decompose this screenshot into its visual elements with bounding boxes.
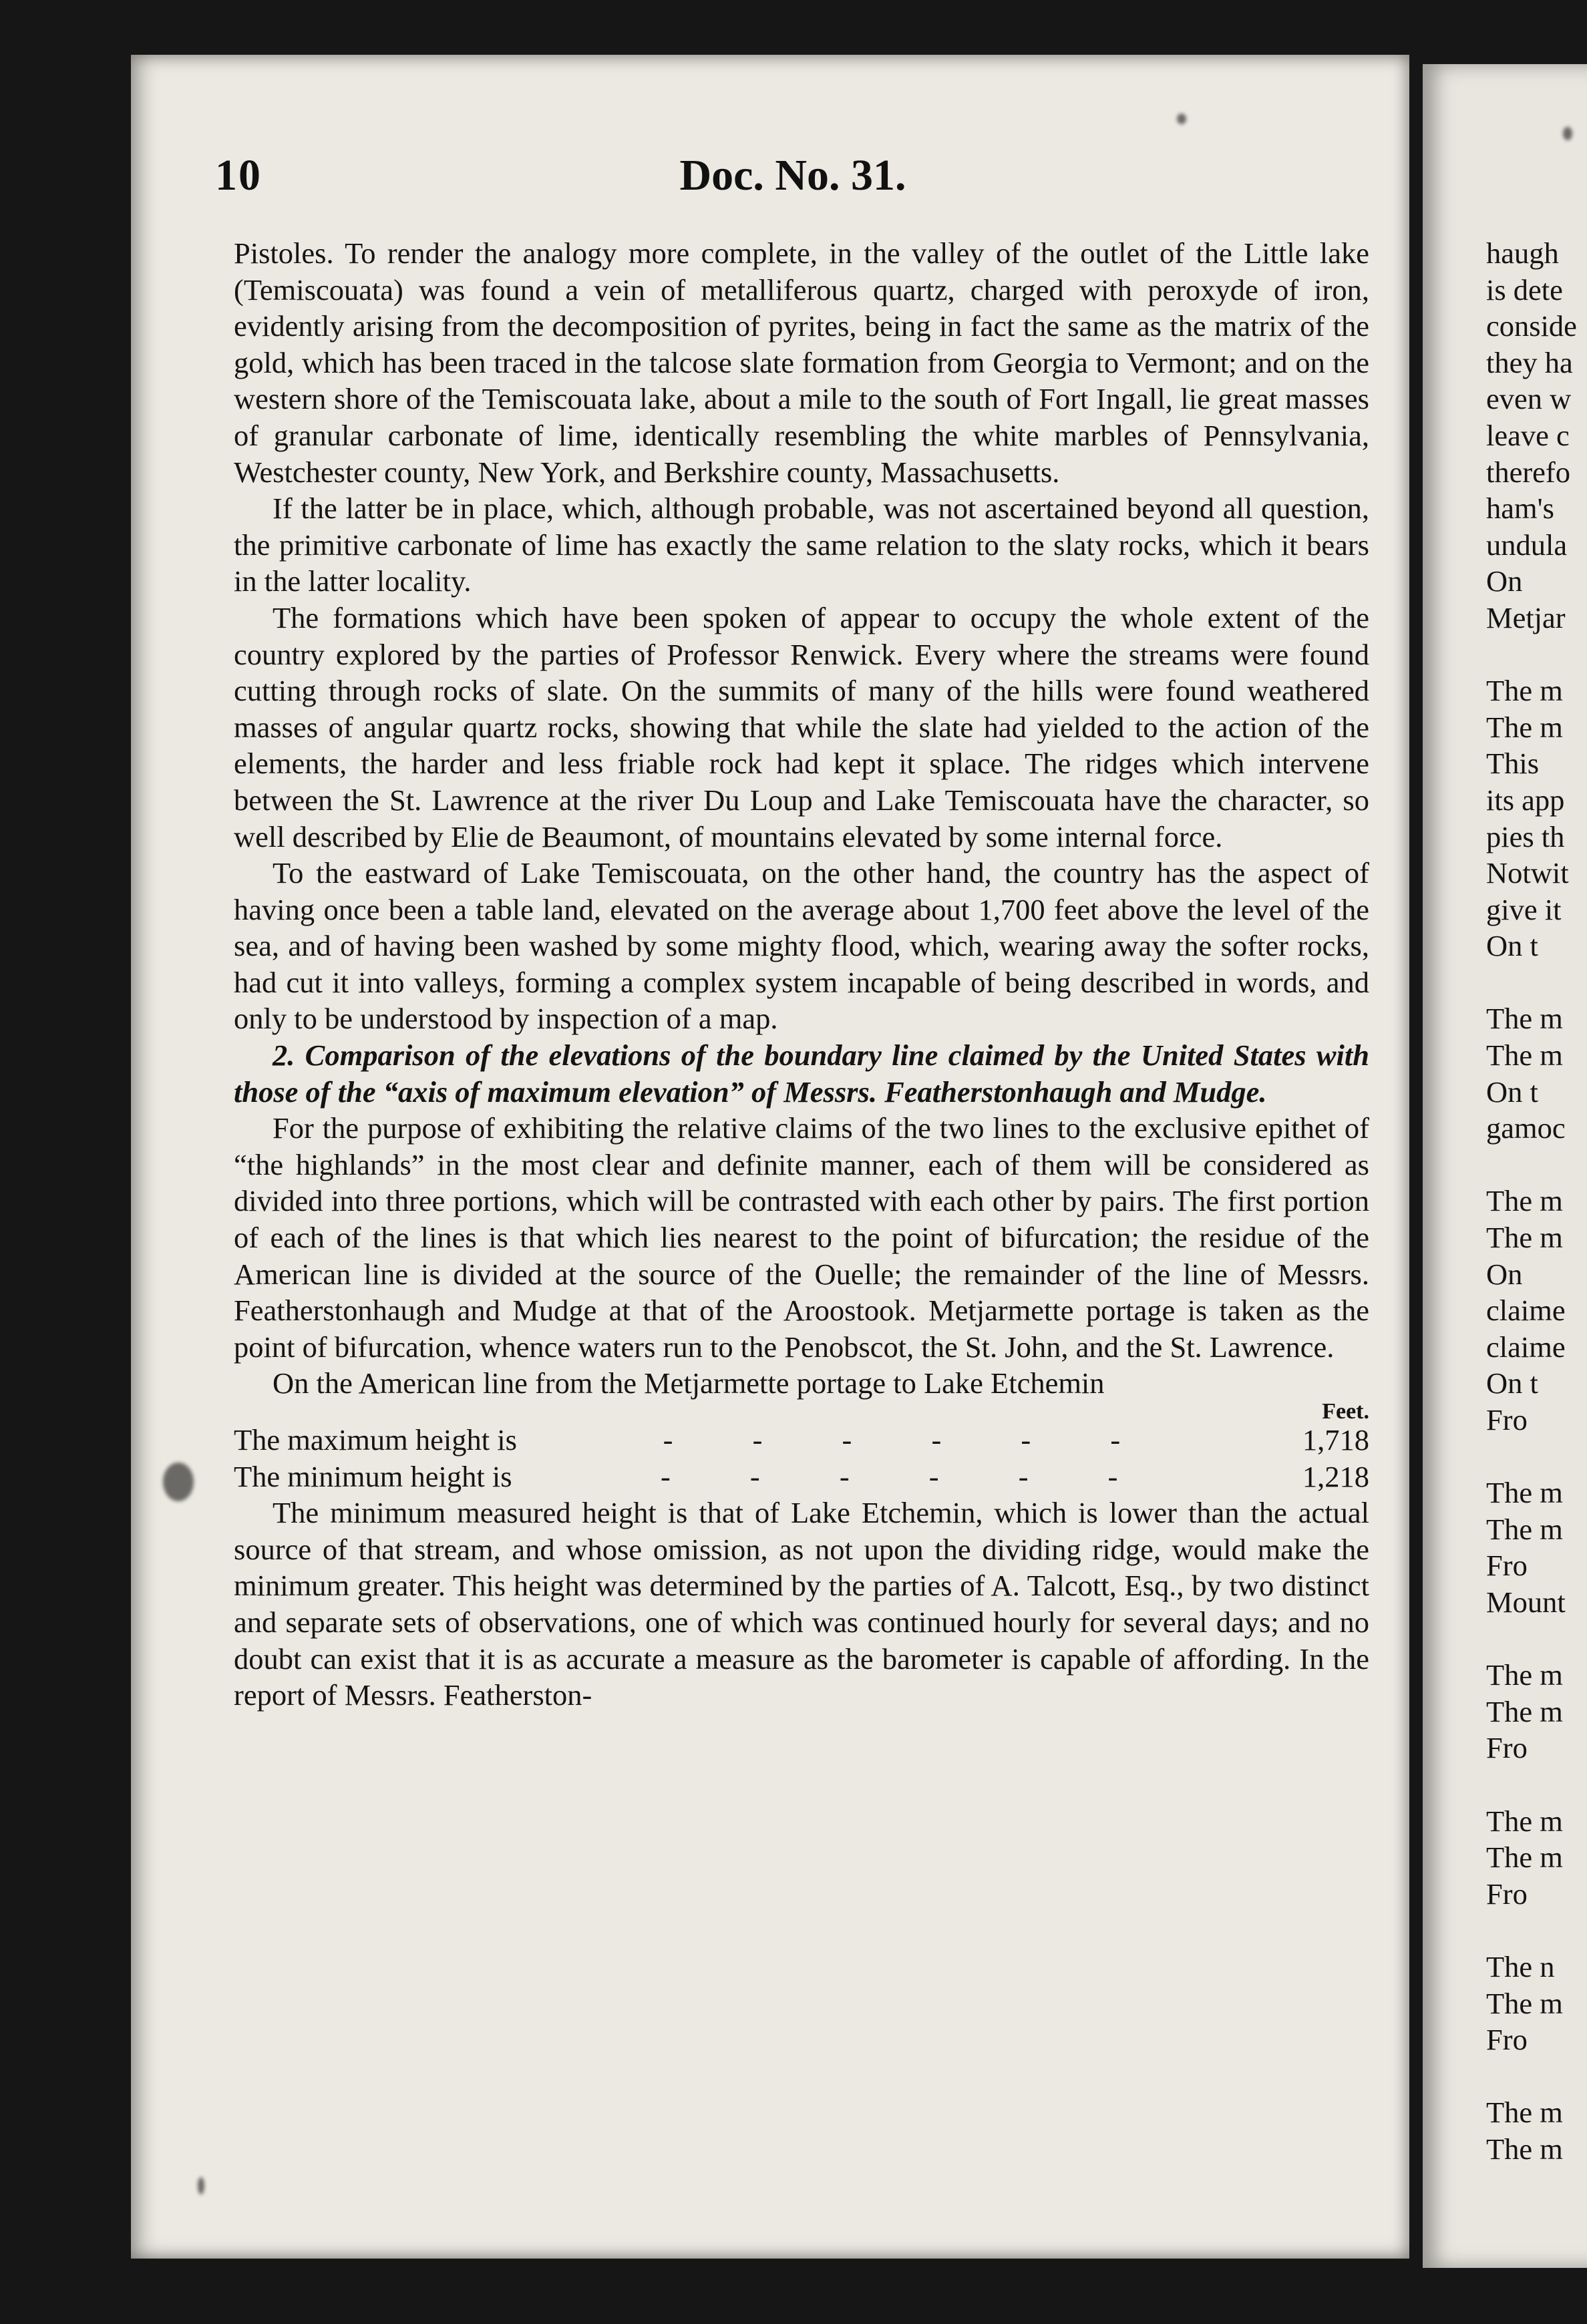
paragraph: The minimum measured height is that of Lake Etchemin, which is lower than the actual source of that stream, and whose omission, as not upon the dividing ridge, would make the minimum greater. This height was determined by the parties of A. Talcott, Esq., by two distinct and separate sets of observations, one of which was continued hourly for several days; and no doubt can exist that it is as accurate a measure as the barometer is capable of affording. In the report of Messrs. Featherston- xyxy=(234,1496,1369,1712)
measurement-value: 1,218 xyxy=(1302,1459,1369,1493)
facing-page-line: its app xyxy=(1486,783,1565,817)
facing-page-line: therefo xyxy=(1486,455,1571,489)
facing-page-line: ham's xyxy=(1486,492,1554,526)
facing-page-line: Fro xyxy=(1486,1403,1528,1436)
facing-page-line: The m xyxy=(1486,1184,1563,1218)
facing-page-line: leave c xyxy=(1486,418,1570,452)
facing-page-line: claime xyxy=(1486,1294,1566,1328)
facing-page-line: This xyxy=(1486,747,1540,781)
facing-page-line: undula xyxy=(1486,528,1568,562)
facing-page-line: Metjar xyxy=(1486,600,1566,634)
facing-page-text xyxy=(1486,235,1587,2167)
ink-speck xyxy=(1563,127,1572,140)
ink-smudge xyxy=(163,1463,194,1501)
facing-page-line: The m xyxy=(1486,1841,1563,1875)
facing-page-line: gamoc xyxy=(1486,1111,1566,1145)
paragraph: The formations which have been spoken of appear to occupy the whole extent of the country explored by the parties of Professor Renwick. Every where the streams were found cutting through rocks of slate. On the summits of many of the hills were found weathered masses of angular quartz rocks, showing that while the slate had yielded to the action of the elements, the harder and less friable rock had kept it splace. The ridges which intervene between the St. Lawrence at the river Du Loup and Lake Temiscouata have the character, so well described by Elie de Beaumont, of mountains elevated by some internal force. xyxy=(234,600,1369,853)
facing-page-line xyxy=(1486,2058,1587,2095)
facing-page-line: pies th xyxy=(1486,819,1565,853)
facing-page-line: claime xyxy=(1486,1330,1566,1364)
running-header xyxy=(215,150,1371,204)
facing-page-line: On xyxy=(1486,1257,1523,1291)
facing-page-line: The m xyxy=(1486,1512,1563,1546)
facing-page-line: even w xyxy=(1486,382,1572,416)
facing-page-line: Fro xyxy=(1486,2023,1528,2057)
facing-page-line: Fro xyxy=(1486,1731,1528,1765)
paragraph: Pistoles. To render the analogy more complete, in the valley of the outlet of the Little lake (Temiscouata) was found a vein of metalliferous quartz, charged with peroxyde of iron, evidently arising from the decomposition of pyrites, being in fact the same as the matrix of the gold, which has been traced in the talcose slate formation from Georgia to Vermont; and on the western shore of the Temiscouata lake, about a mile to the south of Fort Ingall, lie great masses of granular carbonate of lime, identically resembling the white marbles of Pennsylvania, Westchester county, New York, and Berkshire county, Massachusetts. xyxy=(234,236,1369,489)
facing-page-line: The n xyxy=(1486,1949,1555,1983)
facing-page-line: The m xyxy=(1486,1038,1563,1073)
measurement-row xyxy=(234,1422,1369,1459)
dot-leader: - - - - - - xyxy=(660,1459,1154,1493)
facing-page-line: The m xyxy=(1486,1986,1563,2020)
facing-page-line: Fro xyxy=(1486,1877,1528,1911)
facing-page-line: The m xyxy=(1486,674,1563,708)
measurement-label: The minimum height is xyxy=(234,1459,512,1493)
facing-page-line xyxy=(1486,1766,1587,1803)
facing-page-line: The m xyxy=(1486,1476,1563,1510)
facing-page-line xyxy=(1486,964,1587,1001)
facing-page-line: Fro xyxy=(1486,1549,1528,1583)
ink-speck xyxy=(198,2177,204,2194)
paragraph: For the purpose of exhibiting the relative claims of the two lines to the exclusive epithet of “the highlands” in the most clear and definite manner, each of them will be considered as divided into three portions, which will be contrasted with each other by pairs. The first portion of each of the lines is that which lies nearest to the point of bifurcation; the residue of the American line is divided at the source of the Ouelle; the remainder of the line of Messrs. Featherstonhaugh and Mudge at that of the Aroostook. Metjarmette portage is taken as the point of bifurcation, whence waters run to the Penobscot, the St. John, and the St. Lawrence. xyxy=(234,1111,1369,1364)
facing-page-line: Notwit xyxy=(1486,856,1569,890)
section-heading: 2. Comparison of the elevations of the boundary line claimed by the United States with those of the “axis of maximum elevation” of Messrs. Featherstonhaugh and Mudge. xyxy=(234,1038,1369,1109)
facing-page-line: haugh xyxy=(1486,236,1559,270)
facing-page-line: Mount xyxy=(1486,1585,1566,1619)
facing-page-line: On t xyxy=(1486,929,1538,963)
facing-page-line: On xyxy=(1486,564,1523,598)
facing-page-line: The m xyxy=(1486,1002,1563,1036)
main-text-column xyxy=(234,235,1369,1714)
facing-page-line: give it xyxy=(1486,892,1562,926)
facing-page-line xyxy=(1486,1912,1587,1949)
facing-page-line xyxy=(1486,636,1587,673)
facing-page-line: The m xyxy=(1486,2132,1563,2166)
facing-page-line: The m xyxy=(1486,1804,1563,1838)
facing-page-line: On t xyxy=(1486,1075,1538,1109)
document-title: Doc. No. 31. xyxy=(679,151,906,200)
facing-page-line: The m xyxy=(1486,710,1563,744)
page-number: 10 xyxy=(215,151,262,200)
facing-page-line: is dete xyxy=(1486,272,1563,307)
paragraph: If the latter be in place, which, although probable, was not ascertained beyond all question, the primitive carbonate of lime has exactly the same relation to the slaty rocks, which it bears in the latter locality. xyxy=(234,492,1369,598)
ink-speck xyxy=(1177,114,1186,124)
facing-page-line: conside xyxy=(1486,309,1577,343)
facing-page-line: they ha xyxy=(1486,345,1573,379)
facing-page-line xyxy=(1486,1438,1587,1475)
paragraph: To the eastward of Lake Temiscouata, on the other hand, the country has the aspect of having once been a table land, elevated on the average about 1,700 feet above the level of the sea, and of having been washed by some mighty flood, which, wearing away the softer rocks, had cut it into valleys, forming a complex system incapable of being described in words, and only to be understood by inspection of a map. xyxy=(234,856,1369,1036)
facing-page-line: The m xyxy=(1486,1658,1563,1692)
facing-page-line: The m xyxy=(1486,2096,1563,2130)
measurement-label: The maximum height is xyxy=(234,1423,517,1457)
paragraph: On the American line from the Metjarmette portage to Lake Etchemin xyxy=(273,1366,1105,1400)
facing-page-line: On t xyxy=(1486,1366,1538,1400)
facing-page-line: The m xyxy=(1486,1694,1563,1728)
facing-page-line: The m xyxy=(1486,1221,1563,1255)
facing-page-line xyxy=(1486,1621,1587,1658)
dot-leader: - - - - - - xyxy=(663,1423,1157,1457)
unit-label: Feet. xyxy=(1322,1399,1369,1424)
facing-page-line xyxy=(1486,1147,1587,1183)
measurement-row xyxy=(234,1459,1369,1495)
measurement-value: 1,718 xyxy=(1302,1423,1369,1457)
